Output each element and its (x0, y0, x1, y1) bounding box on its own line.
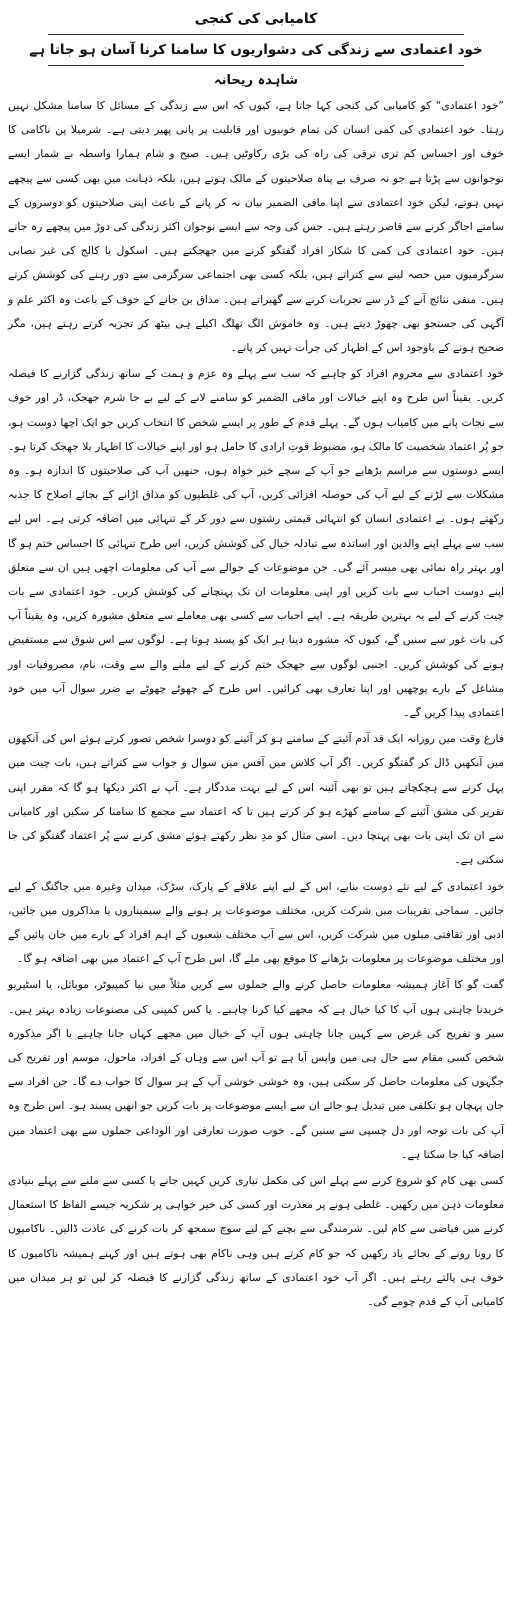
kicker-title: کامیابی کی کنجی (194, 11, 318, 27)
paragraph: خود اعتمادی کے لیے نئے دوست بنایے، اس کے لیے اپنے علاقے کے پارک، سڑک، میدان وغیرہ میں جاگنگ کے لیے جائیں۔ سماجی تقریبات میں شرکت کریں، مختلف موضوعات پر ہونے والے سیمیناروں یا مذاکروں میں جائیں، ادبی اور ثقافتی میلوں میں شرکت کریں، اس سے آپ مختلف شعبوں کے اہم افراد کے بارے میں جان پائیں گے اور مختلف موضوعات پر معلومات بڑھانے کا موقع بھی ملے گا، اس طرح آپ کے اعتماد میں بھی اضافہ ہو گا۔ (8, 879, 504, 966)
divider-bottom (48, 65, 464, 66)
paragraph: فارغ وقت میں روزانہ ایک قد آدم آئینے کے سامنے ہو کر آئینے کو دوسرا شخص تصور کرتے ہوئے اس کی آنکھوں میں آنکھیں ڈال کر گفتگو کریں۔ اگر آپ کلاس میں آفس میں سوال و جواب سے کتراتے ہیں، بات چیت میں پہل کرنے سے ہچکچاتے ہیں تو بھی آئینہ اس کے لیے بہت مددگار ہے۔ آپ نے اکثر دیکھا ہو گا کہ مقرر اپنی تقریر کی مشق آئینے کے سامنے کھڑے ہو کر کرتے ہیں تا کہ اعتماد سے مجمع کا سامنا کر سکیں اور کامیابی سے ان تک اپنی بات بھی پہنچا دیں۔ اسی مثال کو مدِ نظر رکھتے ہوئے مشق کرنے سے پُر اعتماد گفتگو کی جا سکتی ہے۔ (8, 732, 504, 867)
paragraph: گفت گو کا آغاز ہمیشہ معلومات حاصل کرنے والے جملوں سے کریں مثلاً میں نیا کمپیوٹر، موبائل، یا اسٹیریو خریدنا چاہتی ہوں آپ کا کیا خیال ہے کہ مجھے کیا کرنا چاہیے۔ یا کس کمپنی کی مصنوعات زیادہ بہتر ہیں۔ سیر و تفریح کی غرض سے کہیں جانا چاہتی ہوں آپ کے خیال میں مجھے کہاں جانا چاہیے یا اگر مذکورہ شخص کسی مقام سے حال ہی میں واپس آیا ہے تو آپ اس سے وہاں کے افراد، ماحول، موسم اور تفریح کی جگہوں کی معلومات حاصل کر سکتی ہیں، وہ خوشی خوشی آپ کے ہر سوال کا جواب دے گا۔ جن افراد سے جان پہچان ہو تکلفی میں تبدیل ہو جائے ان سے ایسے موضوعات پر بات کریں جو انھیں پسند ہو۔ اس طرح وہ آپ کی بات توجہ اور دل چسپی سے سنیں گے۔ خوب صورت تعارفی اور الوداعی جملوں سے بھی اعتماد میں اضافہ کیا جا سکتا ہے۔ (8, 978, 504, 1161)
headline: خود اعتمادی سے زندگی کی دشواریوں کا سامنا کرنا آسان ہو جاتا ہے (29, 42, 483, 58)
byline: شاہدہ ریحانہ (213, 73, 299, 88)
article-body (8, 94, 504, 1314)
divider-top (48, 34, 464, 35)
paragraph: خود اعتمادی سے محروم افراد کو چاہیے کہ سب سے پہلے وہ عزم و ہمت کے ساتھ زندگی گزارنے کا فیصلہ کریں۔ یقیناً اس طرح وہ اپنے خیالات اور مافی الضمیر کو سامنے لانے کے لیے بے جا شرم جھجک، ڈر اور خوف سے نجات پانے میں کامیاب ہوں گے۔ پہلے قدم کے طور پر ایسے شخص کا انتخاب کریں جو ایک اچھا دوست ہو، جو پُر اعتماد شخصیت کا مالک ہو، مضبوط قوتِ ارادی کا حامل ہو اور اپنے خیالات کا اظہار بلا جھجک کرتا ہو۔ ایسے دوستوں سے مراسم بڑھایے جو آپ کے سچے خیر خواہ ہوں، جنھیں آپ کی صلاحیتوں کا اندازہ ہو۔ وہ مشکلات سے لڑنے کے لیے آپ کی حوصلہ افزائی کریں، آپ کی غلطیوں کو مذاق اڑانے کے بجائے اصلاح کا جذبہ رکھتے ہوں۔ بے اعتمادی انسان کو انتہائی قیمتی رشتوں سے دور کر کے تنہائی میں اضافہ کرتی ہے۔ اس لیے سب سے پہلے اپنے والدین اور اساتذہ سے تبادلہ خیال کی کوشش کریں، اس طرح تنہائی کا احساس ختم ہو گا اور بہتر راہ نمائی بھی میسر آئے گی۔ جن موضوعات کے حوالے سے آپ کی معلومات اچھی ہیں ان سے متعلق اپنے دوست احباب سے بات کریں اور اپنی معلومات ان تک پہنچانے کی کوشش کریں۔ خود اعتمادی سے بات چیت کرنے کے لیے یہ بہترین طریقہ ہے۔ اپنے احباب سے کسی بھی معاملے سے متعلق مشورہ کریں، وہ یقیناً آپ کی بات غور سے سنیں گے، کیوں کہ مشورہ دینا ہر ایک کو پسند ہوتا ہے۔ لوگوں سے اس شوق سے مستفیض ہونے کی کوشش کریں۔ اجنبی لوگوں سے جھجک ختم کرنے کے لیے ملنے والے سے وقت، نام، مصروفیات اور مشاغل کے بارے پوچھیں اور اپنا تعارف بھی کرائیں۔ اس طرح کے چھوٹے چھوٹے بے ضرر سوال آپ میں خود اعتمادی پیدا کریں گے۔ (8, 367, 504, 720)
article-header (8, 8, 504, 92)
paragraph: کسی بھی کام کو شروع کرنے سے پہلے اس کی مکمل تیاری کریں کہیں جانے یا کسی سے ملنے سے پہلے بنیادی معلومات ذہن میں رکھیں۔ غلطی ہونے پر معذرت اور کسی کی خیر خواہی پر شکریہ جیسے الفاظ کا استعمال کرنے میں فیاضی سے کام لیں۔ شرمندگی سے بچنے کے لیے سوچ سمجھ کر بات کرنے کی عادت ڈالیں۔ ناکامیوں کا رونا رونے کے بجائے یاد رکھیں کہ جو کام کرتے ہیں وہی ناکام بھی ہوتے ہیں اور کہنے ہمیشہ ناکامیوں کا خوف ہی پالتے رہتے ہیں۔ اگر آپ خود اعتمادی کے ساتھ زندگی گزارنے کا فیصلہ کر لیں تو ہر میدان میں کامیابی آپ کے قدم چومے گی۔ (8, 1173, 504, 1308)
paragraph: ”خود اعتمادی“ کو کامیابی کی کنجی کہا جاتا ہے، کیوں کہ اس سے زندگی کے مسائل کا سامنا مشکل نہیں رہتا۔ خود اعتمادی کی کمی انسان کی تمام خوبیوں اور قابلیت پر پانی پھیر دیتی ہے۔ شرمیلا پن ناکامی کا خوف اور احساس کم تری ترقی کی راہ کی بڑی رکاوٹیں ہیں۔ صبح و شام ہمارا واسطہ بے شمار ایسے نوجوانوں سے پڑتا ہے جو نہ صرف بے پناہ صلاحیتوں کے مالک ہوتے ہیں، بلکہ ذہانت میں بھی کسی سے پیچھے نہیں ہوتے، لیکن خود اعتمادی سے اپنا مافی الضمیر بیان نہ کر پانے کے باعث اپنی صلاحیتوں کو دوسروں کے سامنے اجاگر کرنے سے قاصر رہتے ہیں۔ جس کی وجہ سے ایسے نوجوان اکثر زندگی کی دوڑ میں پیچھے رہ جاتے ہیں۔ خود اعتمادی کی کمی کا شکار افراد گفتگو کرنے میں جھجکتے ہیں۔ اسکول یا کالج کی غیر نصابی سرگرمیوں میں حصہ لینے سے کتراتے ہیں، بلکہ کسی بھی اجتماعی سرگرمی سے دور رہنے کی کوشش کرتے ہیں۔ منفی نتائج آنے کے ڈر سے تجربات کرنے سے گھبراتے ہیں۔ مذاق بن جانے کے خوف کے باعث وہ اکثر علم و آگہی کی جستجو بھی چھوڑ دیتے ہیں۔ وہ خاموش الگ تھلگ اکیلے ہی بیٹھ کر تجزیہ کرتے رہتے ہیں، مگر صحیح ہونے کے باوجود اس کے اظہار کی جرأت نہیں کر پاتے۔ (8, 99, 504, 355)
